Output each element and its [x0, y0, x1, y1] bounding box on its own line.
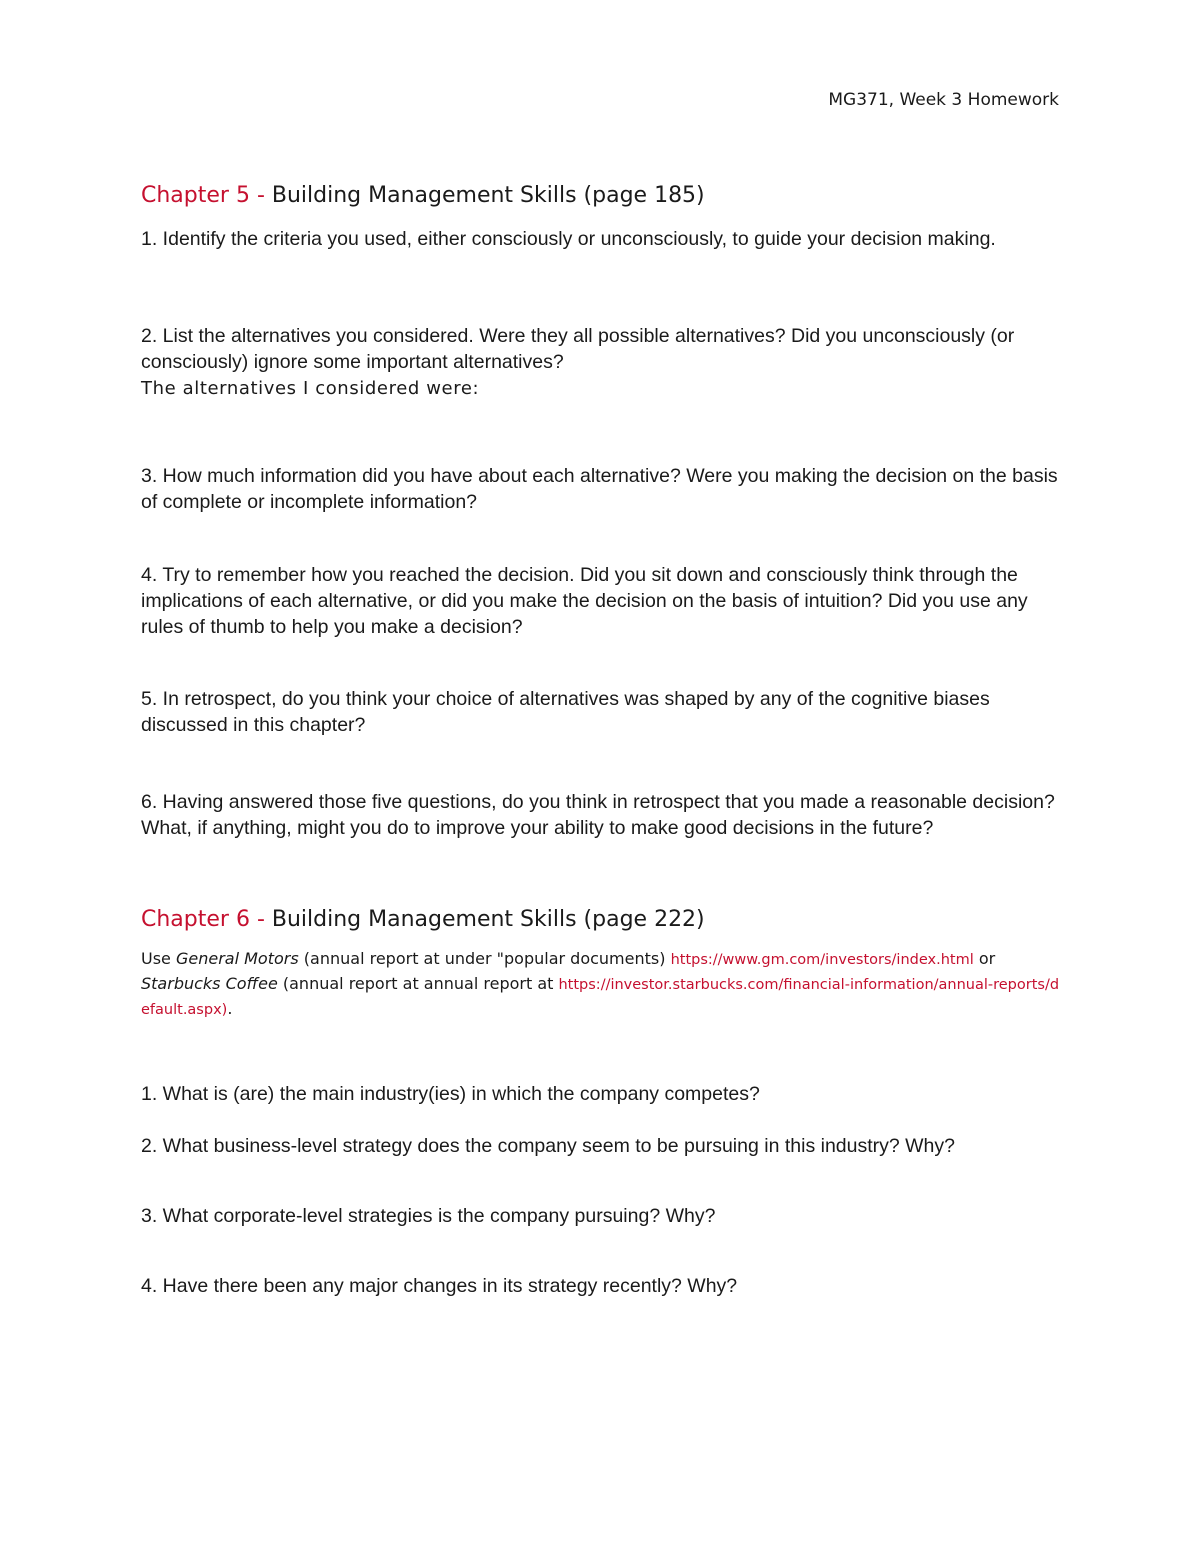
chapter-6-intro — [141, 947, 1066, 1022]
chapter-6-question-3: 3. What corporate-level strategies is the company pursuing? Why? — [141, 1205, 716, 1227]
chapter-6-question-1: 1. What is (are) the main industry(ies) in which the company competes? — [141, 1083, 760, 1105]
chapter-5-question-2: 2. List the alternatives you considered. Were they all possible alternatives? Did you unconsciously (or consciously) ignore some important alternatives? — [141, 325, 1015, 373]
chapter-5-title: Building Management Skills (page 185) — [271, 183, 705, 208]
chapter-6-separator: - — [249, 907, 272, 932]
chapter-6-question-2: 2. What business-level strategy does the company seem to be pursuing in this industry? Why? — [141, 1135, 955, 1157]
intro-use: Use — [141, 949, 176, 968]
chapter-6-title: Building Management Skills (page 222) — [271, 907, 705, 932]
chapter-5-separator: - — [249, 183, 272, 208]
intro-end: . — [227, 999, 233, 1018]
company-general-motors: General Motors — [175, 949, 299, 968]
chapter-5-question-5: 5. In retrospect, do you think your choice of alternatives was shaped by any of the cognitive biases discussed in this chapter? — [141, 688, 990, 736]
company-starbucks: Starbucks Coffee — [141, 974, 278, 993]
chapter-6-question-4: 4. Have there been any major changes in its strategy recently? Why? — [141, 1275, 738, 1297]
chapter-5-question-4: 4. Try to remember how you reached the decision. Did you sit down and consciously think through the implications of each alternative, or did you make the decision on the basis of intuition? Did you use any rules of thumb to help you make a decision? — [141, 564, 1028, 638]
chapter-5-heading — [141, 182, 705, 210]
starbucks-annual-reports-link[interactable]: https://investor.starbucks.com/financial-information/annual-reports/default.aspx) — [141, 977, 1060, 1018]
intro-text-2: (annual report at annual report at — [277, 974, 559, 993]
chapter-6-label: Chapter 6 — [141, 907, 250, 932]
intro-or: or — [973, 949, 996, 968]
chapter-5-question-1: 1. Identify the criteria you used, either consciously or unconsciously, to guide your decision making. — [141, 228, 996, 250]
chapter-5-question-6: 6. Having answered those five questions, do you think in retrospect that you made a reasonable decision? What, if anything, might you do to improve your ability to make good decisions in the future? — [141, 791, 1055, 839]
chapter-5-label: Chapter 5 — [141, 183, 250, 208]
intro-text-1: (annual report at under "popular documents) — [298, 949, 671, 968]
chapter-6-heading — [141, 906, 705, 934]
chapter-5-question-3: 3. How much information did you have about each alternative? Were you making the decision on the basis of complete or incomplete information? — [141, 465, 1058, 513]
gm-investors-link[interactable]: https://www.gm.com/investors/index.html — [670, 952, 974, 968]
alternatives-answer-prompt: The alternatives I considered were: — [141, 378, 480, 399]
document-header: MG371, Week 3 Homework — [828, 90, 1059, 110]
